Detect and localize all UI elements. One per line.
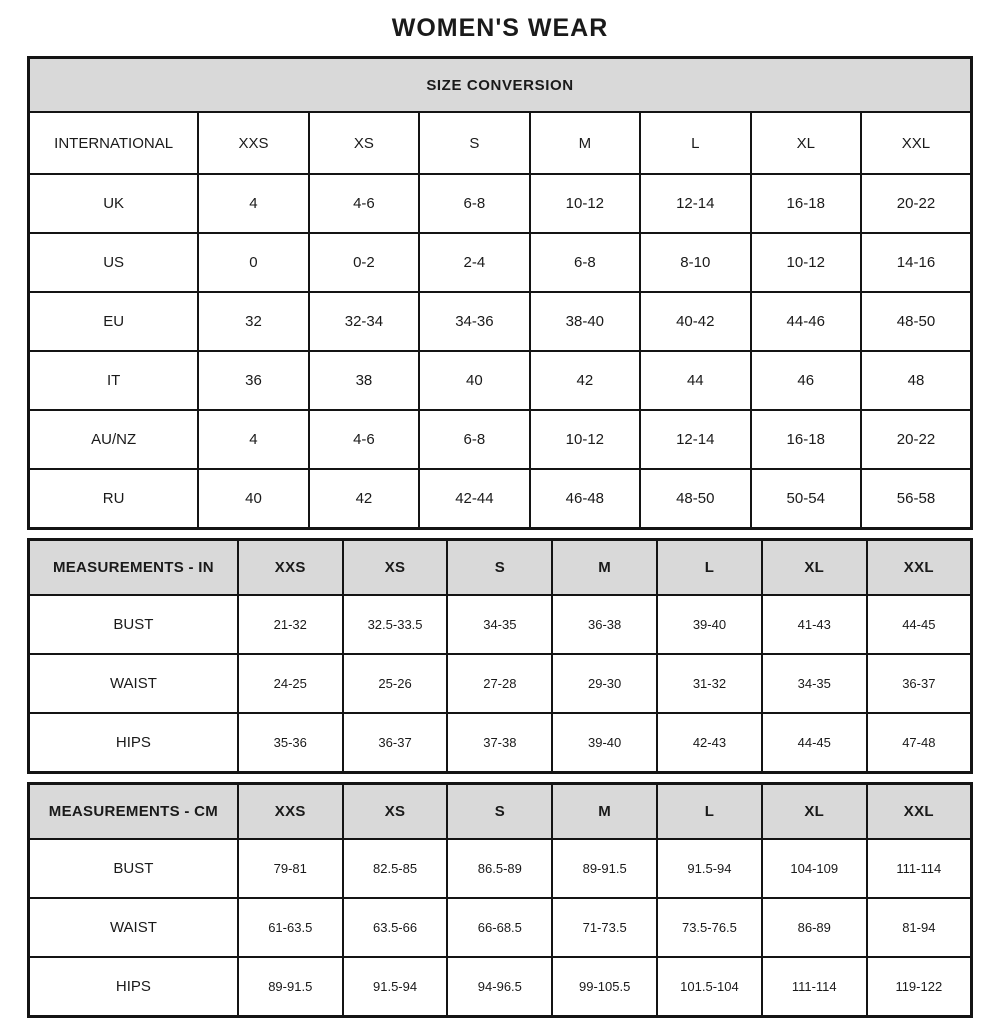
size-value-cell: 42-44 (419, 469, 529, 529)
measurement-value-cell: 39-40 (657, 595, 762, 654)
size-value-cell: 0-2 (309, 233, 419, 292)
row-label: HIPS (29, 957, 238, 1017)
measurement-value-cell: 39-40 (552, 713, 657, 773)
measurement-value-cell: 111-114 (867, 839, 972, 898)
measurement-value-cell: 86.5-89 (447, 839, 552, 898)
size-column-xxl: XXL (861, 112, 972, 174)
measurement-value-cell: 94-96.5 (447, 957, 552, 1017)
size-column-xl: XL (751, 112, 861, 174)
row-label: WAIST (29, 898, 238, 957)
row-label: BUST (29, 839, 238, 898)
measurement-value-cell: 29-30 (552, 654, 657, 713)
size-column-xs: XS (343, 784, 448, 840)
size-value-cell: 12-14 (640, 174, 750, 233)
row-label: HIPS (29, 713, 238, 773)
size-value-cell: 40 (419, 351, 529, 410)
size-column-s: S (447, 540, 552, 596)
measurement-value-cell: 119-122 (867, 957, 972, 1017)
size-value-cell: 46-48 (530, 469, 640, 529)
size-value-cell: 38 (309, 351, 419, 410)
size-column-xl: XL (762, 540, 867, 596)
size-value-cell: 4 (198, 174, 308, 233)
table-row-bust-in (29, 595, 972, 654)
size-value-cell: 32 (198, 292, 308, 351)
size-column-m: M (530, 112, 640, 174)
row-label: EU (29, 292, 199, 351)
size-value-cell: 14-16 (861, 233, 972, 292)
size-value-cell: 20-22 (861, 410, 972, 469)
size-value-cell: 44 (640, 351, 750, 410)
measurement-value-cell: 111-114 (762, 957, 867, 1017)
measurement-value-cell: 36-37 (343, 713, 448, 773)
size-conversion-table (27, 56, 973, 530)
size-value-cell: 36 (198, 351, 308, 410)
measurements-in-header-row (29, 540, 972, 596)
size-value-cell: 0 (198, 233, 308, 292)
table-row-bust-cm (29, 839, 972, 898)
measurement-value-cell: 86-89 (762, 898, 867, 957)
measurement-value-cell: 71-73.5 (552, 898, 657, 957)
size-value-cell: 44-46 (751, 292, 861, 351)
size-value-cell: 6-8 (530, 233, 640, 292)
row-label: RU (29, 469, 199, 529)
size-column-l: L (657, 784, 762, 840)
size-value-cell: 38-40 (530, 292, 640, 351)
size-column-xl: XL (762, 784, 867, 840)
size-column-m: M (552, 784, 657, 840)
size-column-xs: XS (343, 540, 448, 596)
row-label: UK (29, 174, 199, 233)
measurements-cm-header-row (29, 784, 972, 840)
size-value-cell: 10-12 (751, 233, 861, 292)
size-value-cell: 16-18 (751, 410, 861, 469)
measurement-value-cell: 44-45 (867, 595, 972, 654)
size-value-cell: 12-14 (640, 410, 750, 469)
measurement-value-cell: 34-35 (447, 595, 552, 654)
measurement-value-cell: 91.5-94 (657, 839, 762, 898)
measurement-value-cell: 82.5-85 (343, 839, 448, 898)
measurement-value-cell: 61-63.5 (238, 898, 343, 957)
measurement-value-cell: 37-38 (447, 713, 552, 773)
size-value-cell: 20-22 (861, 174, 972, 233)
row-label: WAIST (29, 654, 238, 713)
size-value-cell: 40-42 (640, 292, 750, 351)
measurement-value-cell: 81-94 (867, 898, 972, 957)
table-row-hips-in (29, 713, 972, 773)
table-row-eu (29, 292, 972, 351)
measurement-value-cell: 41-43 (762, 595, 867, 654)
measurement-value-cell: 79-81 (238, 839, 343, 898)
size-value-cell: 4-6 (309, 410, 419, 469)
size-column-xxs: XXS (198, 112, 308, 174)
measurement-value-cell: 89-91.5 (238, 957, 343, 1017)
measurement-value-cell: 101.5-104 (657, 957, 762, 1017)
table-row-aunz (29, 410, 972, 469)
measurement-value-cell: 99-105.5 (552, 957, 657, 1017)
size-value-cell: 42 (309, 469, 419, 529)
measurement-value-cell: 35-36 (238, 713, 343, 773)
measurements-in-table (27, 538, 973, 774)
size-column-l: L (640, 112, 750, 174)
measurement-value-cell: 32.5-33.5 (343, 595, 448, 654)
first-column-label: INTERNATIONAL (29, 112, 199, 174)
measurement-value-cell: 42-43 (657, 713, 762, 773)
table-header-row (29, 58, 972, 113)
size-value-cell: 4-6 (309, 174, 419, 233)
size-value-cell: 16-18 (751, 174, 861, 233)
size-column-s: S (447, 784, 552, 840)
measurement-value-cell: 31-32 (657, 654, 762, 713)
table-row-us (29, 233, 972, 292)
table-row-waist-in (29, 654, 972, 713)
size-value-cell: 48-50 (640, 469, 750, 529)
size-value-cell: 48 (861, 351, 972, 410)
row-label: AU/NZ (29, 410, 199, 469)
size-value-cell: 50-54 (751, 469, 861, 529)
measurement-value-cell: 34-35 (762, 654, 867, 713)
measurement-value-cell: 63.5-66 (343, 898, 448, 957)
size-columns-row (29, 112, 972, 174)
measurement-value-cell: 21-32 (238, 595, 343, 654)
size-value-cell: 40 (198, 469, 308, 529)
measurement-value-cell: 36-38 (552, 595, 657, 654)
size-column-l: L (657, 540, 762, 596)
size-column-m: M (552, 540, 657, 596)
measurements-in-title: MEASUREMENTS - IN (29, 540, 238, 596)
table-row-waist-cm (29, 898, 972, 957)
size-column-xxs: XXS (238, 784, 343, 840)
measurement-value-cell: 44-45 (762, 713, 867, 773)
size-value-cell: 8-10 (640, 233, 750, 292)
size-conversion-title: SIZE CONVERSION (29, 58, 972, 113)
measurement-value-cell: 25-26 (343, 654, 448, 713)
size-value-cell: 48-50 (861, 292, 972, 351)
size-value-cell: 42 (530, 351, 640, 410)
size-value-cell: 10-12 (530, 410, 640, 469)
row-label: IT (29, 351, 199, 410)
size-value-cell: 34-36 (419, 292, 529, 351)
size-value-cell: 32-34 (309, 292, 419, 351)
measurement-value-cell: 104-109 (762, 839, 867, 898)
measurement-value-cell: 91.5-94 (343, 957, 448, 1017)
row-label: BUST (29, 595, 238, 654)
size-value-cell: 6-8 (419, 410, 529, 469)
table-row-ru (29, 469, 972, 529)
measurement-value-cell: 27-28 (447, 654, 552, 713)
table-row-hips-cm (29, 957, 972, 1017)
size-value-cell: 56-58 (861, 469, 972, 529)
measurement-value-cell: 36-37 (867, 654, 972, 713)
measurement-value-cell: 66-68.5 (447, 898, 552, 957)
size-column-s: S (419, 112, 529, 174)
measurements-cm-table (27, 782, 973, 1018)
size-column-xxl: XXL (867, 784, 972, 840)
measurement-value-cell: 47-48 (867, 713, 972, 773)
size-column-xs: XS (309, 112, 419, 174)
measurement-value-cell: 24-25 (238, 654, 343, 713)
row-label: US (29, 233, 199, 292)
size-value-cell: 4 (198, 410, 308, 469)
size-value-cell: 10-12 (530, 174, 640, 233)
table-row-uk (29, 174, 972, 233)
size-value-cell: 2-4 (419, 233, 529, 292)
size-value-cell: 46 (751, 351, 861, 410)
measurement-value-cell: 89-91.5 (552, 839, 657, 898)
page-title: WOMEN'S WEAR (391, 14, 609, 42)
size-column-xxs: XXS (238, 540, 343, 596)
measurement-value-cell: 73.5-76.5 (657, 898, 762, 957)
size-column-xxl: XXL (867, 540, 972, 596)
size-value-cell: 6-8 (419, 174, 529, 233)
measurements-cm-title: MEASUREMENTS - CM (29, 784, 238, 840)
table-row-it (29, 351, 972, 410)
